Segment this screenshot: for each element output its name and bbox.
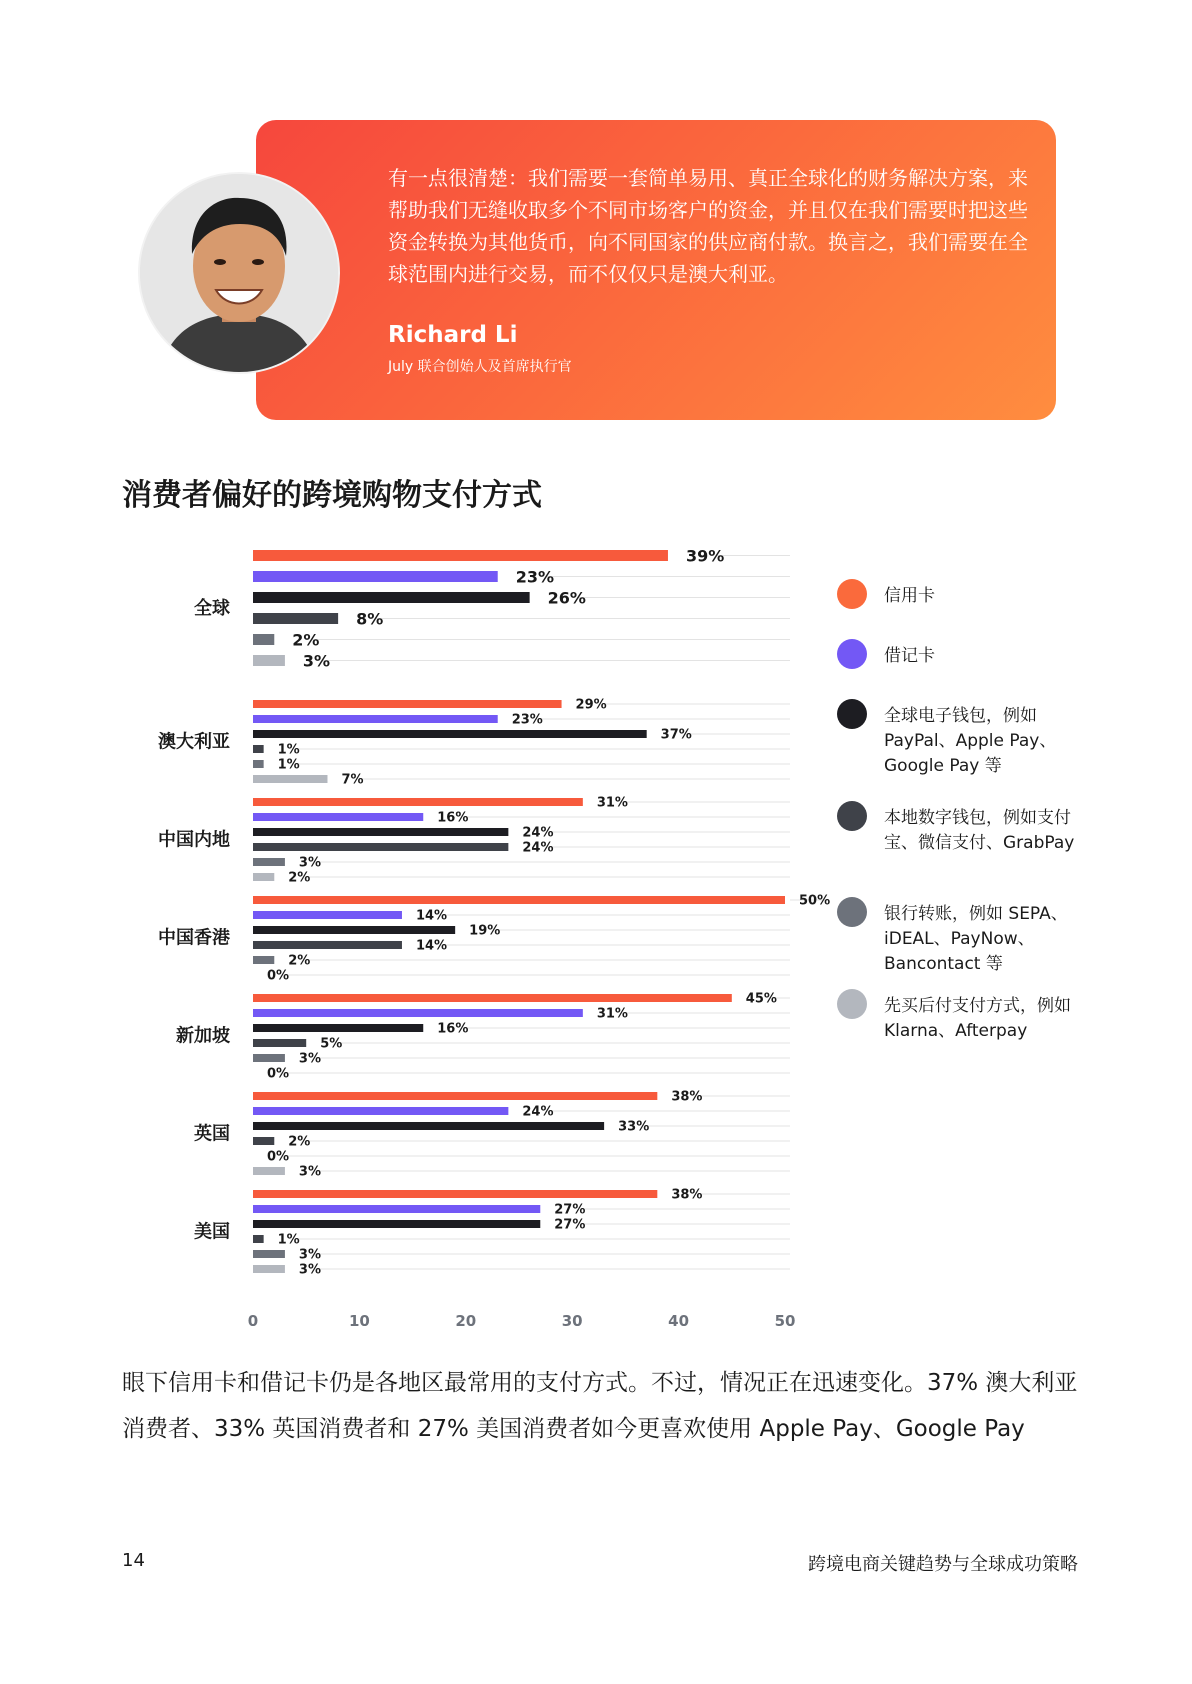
- page-number: 14: [122, 1550, 145, 1571]
- data-label: 3%: [298, 1262, 321, 1278]
- bar-4-6: [253, 1250, 285, 1258]
- data-label: 31%: [596, 1006, 628, 1022]
- bar-2-6: [253, 1220, 540, 1228]
- bar-0-3: [253, 896, 785, 904]
- bar-1-5: [253, 1107, 508, 1115]
- bar-2-3: [253, 926, 455, 934]
- data-label: 23%: [515, 567, 555, 587]
- data-label: 5%: [320, 1036, 343, 1052]
- category-label: 中国内地: [158, 829, 230, 851]
- data-label: 2%: [288, 1134, 311, 1150]
- data-label: 1%: [277, 742, 300, 758]
- data-label: 27%: [554, 1217, 586, 1233]
- data-label: 39%: [685, 546, 725, 566]
- x-tick-label: 50: [774, 1312, 796, 1330]
- data-label: 50%: [799, 893, 831, 909]
- legend-entry-4: 银行转账，例如 SEPA、 iDEAL、PayNow、 Bancontact 等: [884, 904, 1068, 974]
- legend-swatch-5: [837, 989, 867, 1019]
- legend-entry-0: 信用卡: [884, 586, 935, 606]
- legend-entry-1: 借记卡: [884, 646, 935, 666]
- data-label: 3%: [302, 651, 331, 671]
- category-label: 英国: [194, 1123, 230, 1145]
- bar-5-5: [253, 1167, 285, 1175]
- bar-1-2: [253, 813, 423, 821]
- data-label: 31%: [596, 795, 628, 811]
- data-label: 8%: [356, 609, 384, 629]
- section-title: 消费者偏好的跨境购物支付方式: [122, 478, 542, 513]
- category-label: 全球: [194, 598, 230, 619]
- data-label: 7%: [341, 772, 364, 788]
- legend-swatch-0: [837, 579, 867, 609]
- bar-0-6: [253, 1190, 657, 1198]
- data-label: 3%: [298, 1164, 321, 1180]
- bar-2-1: [253, 730, 647, 738]
- data-label: 38%: [671, 1187, 703, 1203]
- legend-swatch-1: [837, 639, 867, 669]
- body-paragraph: 眼下信用卡和借记卡仍是各地区最常用的支付方式。不过，情况正在迅速变化。37% 澳大利亚消费者、33% 英国消费者和 27% 美国消费者如今更喜欢使用 Apple Pay、Google Pay: [122, 1370, 1078, 1442]
- data-label: 16%: [437, 1021, 469, 1037]
- data-label: 29%: [575, 697, 607, 713]
- bar-1-0: [253, 571, 498, 582]
- bar-1-6: [253, 1205, 540, 1213]
- bar-5-0: [253, 655, 285, 666]
- data-label: 3%: [298, 1247, 321, 1263]
- data-label: 26%: [547, 588, 586, 608]
- data-label: 3%: [298, 855, 321, 871]
- bar-5-2: [253, 873, 274, 881]
- data-label: 37%: [660, 727, 692, 743]
- bar-1-1: [253, 715, 498, 723]
- quote-text: 有一点很清楚：我们需要一套简单易用、真正全球化的财务解决方案，来帮助我们无缝收取多个不同市场客户的资金，并且仅在我们需要时把这些资金转换为其他货币，向不同国家的供应商付款。换言之，我们需要在全球范围内进行交易，而不仅仅只是澳大利亚。: [388, 166, 1028, 286]
- legend-swatch-4: [837, 897, 867, 927]
- bar-2-4: [253, 1024, 423, 1032]
- bar-3-1: [253, 745, 264, 753]
- bar-2-0: [253, 592, 530, 603]
- category-label: 美国: [194, 1221, 230, 1243]
- footer-title: 跨境电商关键趋势与全球成功策略: [808, 1554, 1078, 1575]
- x-tick-label: 0: [247, 1312, 259, 1330]
- bar-5-6: [253, 1265, 285, 1273]
- data-label: 27%: [554, 1202, 586, 1218]
- category-label: 新加坡: [176, 1025, 230, 1047]
- data-label: 1%: [277, 1232, 300, 1248]
- legend-swatch-3: [837, 801, 867, 831]
- data-label: 45%: [745, 991, 777, 1007]
- data-label: 23%: [511, 712, 543, 728]
- bar-3-3: [253, 941, 402, 949]
- category-label: 澳大利亚: [158, 731, 230, 753]
- legend-entry-2: 全球电子钱包，例如 PayPal、Apple Pay、 Google Pay 等: [884, 706, 1057, 776]
- bar-4-1: [253, 760, 264, 768]
- bar-2-5: [253, 1122, 604, 1130]
- legend-entry-3: 本地数字钱包，例如支付宝、微信支付、GrabPay: [884, 808, 1075, 853]
- data-label: 1%: [277, 757, 300, 773]
- bar-3-0: [253, 613, 338, 624]
- bar-4-0: [253, 634, 274, 645]
- data-label: 14%: [415, 908, 448, 924]
- bar-4-4: [253, 1054, 285, 1062]
- bar-0-4: [253, 994, 732, 1002]
- category-label: 中国香港: [158, 927, 230, 949]
- legend-entry-5: 先买后付支付方式，例如 Klarna、Afterpay: [884, 996, 1071, 1041]
- data-label: 14%: [415, 938, 448, 954]
- bar-5-1: [253, 775, 327, 783]
- bar-3-2: [253, 843, 508, 851]
- bar-4-2: [253, 858, 285, 866]
- data-label: 2%: [288, 870, 311, 886]
- bar-0-2: [253, 798, 583, 806]
- data-label: 24%: [522, 1104, 554, 1120]
- bar-0-0: [253, 550, 668, 561]
- bar-0-1: [253, 700, 562, 708]
- data-label: 2%: [288, 953, 311, 969]
- bar-2-2: [253, 828, 508, 836]
- data-label: 24%: [522, 840, 554, 856]
- bar-3-6: [253, 1235, 264, 1243]
- bar-0-5: [253, 1092, 657, 1100]
- data-label: 3%: [298, 1051, 321, 1067]
- data-label: 33%: [618, 1119, 650, 1135]
- quote-author-role: July 联合创始人及首席执行官: [388, 359, 572, 375]
- data-label: 24%: [522, 825, 554, 841]
- x-tick-label: 40: [668, 1312, 690, 1330]
- x-tick-label: 20: [455, 1312, 477, 1330]
- bar-1-4: [253, 1009, 583, 1017]
- bar-3-5: [253, 1137, 274, 1145]
- data-label: 16%: [437, 810, 469, 826]
- data-label: 0%: [267, 1149, 290, 1165]
- bar-1-3: [253, 911, 402, 919]
- bar-3-4: [253, 1039, 306, 1047]
- x-tick-label: 30: [561, 1312, 583, 1330]
- data-label: 38%: [671, 1089, 703, 1105]
- data-label: 0%: [267, 968, 290, 984]
- data-label: 0%: [267, 1066, 290, 1082]
- quote-author: Richard Li: [388, 322, 518, 348]
- data-label: 19%: [469, 923, 501, 939]
- data-label: 2%: [292, 630, 320, 650]
- x-tick-label: 10: [348, 1312, 370, 1330]
- bar-4-3: [253, 956, 274, 964]
- legend-swatch-2: [837, 699, 867, 729]
